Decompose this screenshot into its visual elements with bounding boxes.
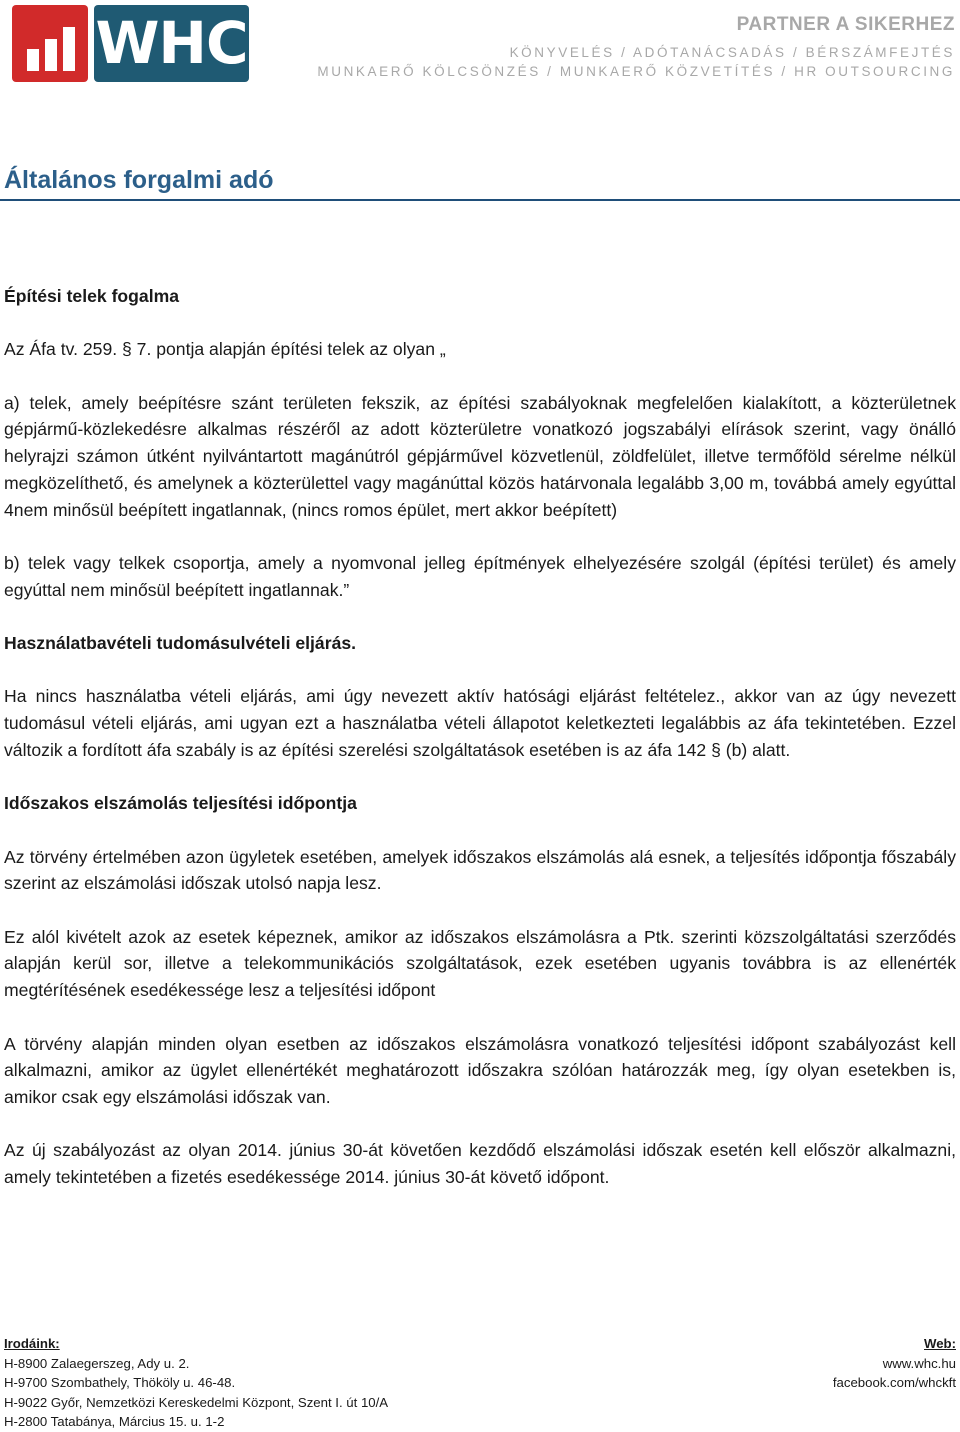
offices-label: Irodáink: <box>4 1336 60 1351</box>
paragraph: Az új szabályozást az olyan 2014. június 30-át követően kezdődő elszámolási időszak esetén kell először alkalmazni, amely tekintetében a fizetés esedékessége 2014. június 30-át követő időpont. <box>4 1140 956 1188</box>
header-tagline <box>317 14 955 81</box>
document-body <box>4 283 956 1217</box>
office-address: H-8900 Zalaegerszeg, Ady u. 2. <box>4 1355 190 1371</box>
section-heading: Használatbavételi tudomásulvételi eljárás. <box>4 633 357 654</box>
section-heading: Időszakos elszámolás teljesítési időpontja <box>4 793 357 814</box>
offices-block <box>4 1334 388 1432</box>
paragraph: A törvény alapján minden olyan esetben az időszakos elszámolásra vonatkozó teljesítési időpont szabályozást kell alkalmazni, amikor az ügylet ellenértékét meghatározott időszakra szólóan határozzák meg, így olyan esetekben is, amikor csak egy elszámolási időszak van. <box>4 1033 956 1107</box>
office-address: H-9022 Győr, Nemzetközi Kereskedelmi Központ, Szent I. út 10/A <box>4 1394 389 1410</box>
paragraph: Ez alól kivételt azok az esetek képeznek, amikor az időszakos elszámolásra a Ptk. szerinti közszolgáltatási szerződés alapján kerül sor, illetve a telekommunikációs szolgáltatások, ezek esetében ugyanis továbbra is az ellenérték megtérítésének esedékessége lesz a teljesítési időpont <box>4 926 956 1001</box>
page-header <box>0 0 960 100</box>
paragraph: a) telek, amely beépítésre szánt területen fekszik, az építési szabályoknak megfelelően kialakított, a közterületnek gépjármű-közlekedésre alkalmas részéről az adott közterületre vonatkozó jogszabályi elírások szerint, vagy önálló helyrajzi számon útként nyilvántartott magánútról gépjárművel közvetlenül, zöldfelület, illetve termőföld sérelme nélkül megközelíthető, és amelynek a közterülettel vagy magánúttal közös határvonala legalább 3,00 m, továbbá amely egyúttal 4nem minősül beépített ingatlannak, (nincs romos épület, mert akkor beépített) <box>4 392 956 520</box>
slogan: PARTNER A SIKERHEZ <box>736 14 955 35</box>
office-address: H-2800 Tatabánya, Március 15. u. 1-2 <box>4 1414 225 1429</box>
web-block <box>833 1334 956 1393</box>
title-divider <box>0 199 960 201</box>
paragraph: Ha nincs használatba vételi eljárás, ami úgy nevezett aktív hatósági eljárást feltételez., akkor van az úgy nevezett tudomásul vételi eljárás, ami ugyan ezt a használatba vételi állapotot keletkezteti legalábbis az áfa tekintetében. Ezzel változik a fordított áfa szabály is az építési szerelési szolgáltatások esetében is az áfa 142 § (b) alatt. <box>4 686 956 760</box>
services-line-1: KÖNYVELÉS / ADÓTANÁCSADÁS / BÉRSZÁMFEJTÉS <box>509 45 955 60</box>
web-label: Web: <box>924 1336 956 1351</box>
facebook-link[interactable]: facebook.com/whckft <box>832 1375 956 1390</box>
whc-logo <box>12 5 249 82</box>
document-title: Általános forgalmi adó <box>4 166 274 194</box>
logo-bar-chart-icon <box>12 5 88 82</box>
website-link[interactable]: www.whc.hu <box>882 1355 956 1371</box>
paragraph: Az Áfa tv. 259. § 7. pontja alapján építési telek az olyan „ <box>4 339 446 360</box>
logo-wordmark: WHC <box>94 5 249 82</box>
paragraph: b) telek vagy telkek csoportja, amely a nyomvonal jelleg építmények elhelyezésére szolgál (építési terület) és amely egyúttal nem minősül beépített ingatlannak.” <box>4 552 956 600</box>
bar-chart-icon <box>25 27 77 71</box>
paragraph: Az törvény értelmében azon ügyletek esetében, amelyek időszakos elszámolás alá esnek, a teljesítés időpontja főszabály szerint az elszámolási időszak utolsó napja lesz. <box>4 846 956 894</box>
office-address: H-9700 Szombathely, Thököly u. 46-48. <box>4 1375 236 1390</box>
services-line-2: MUNKAERŐ KÖLCSÖNZÉS / MUNKAERŐ KÖZVETÍTÉS / HR OUTSOURCING <box>317 64 955 79</box>
section-heading: Építési telek fogalma <box>4 286 180 306</box>
